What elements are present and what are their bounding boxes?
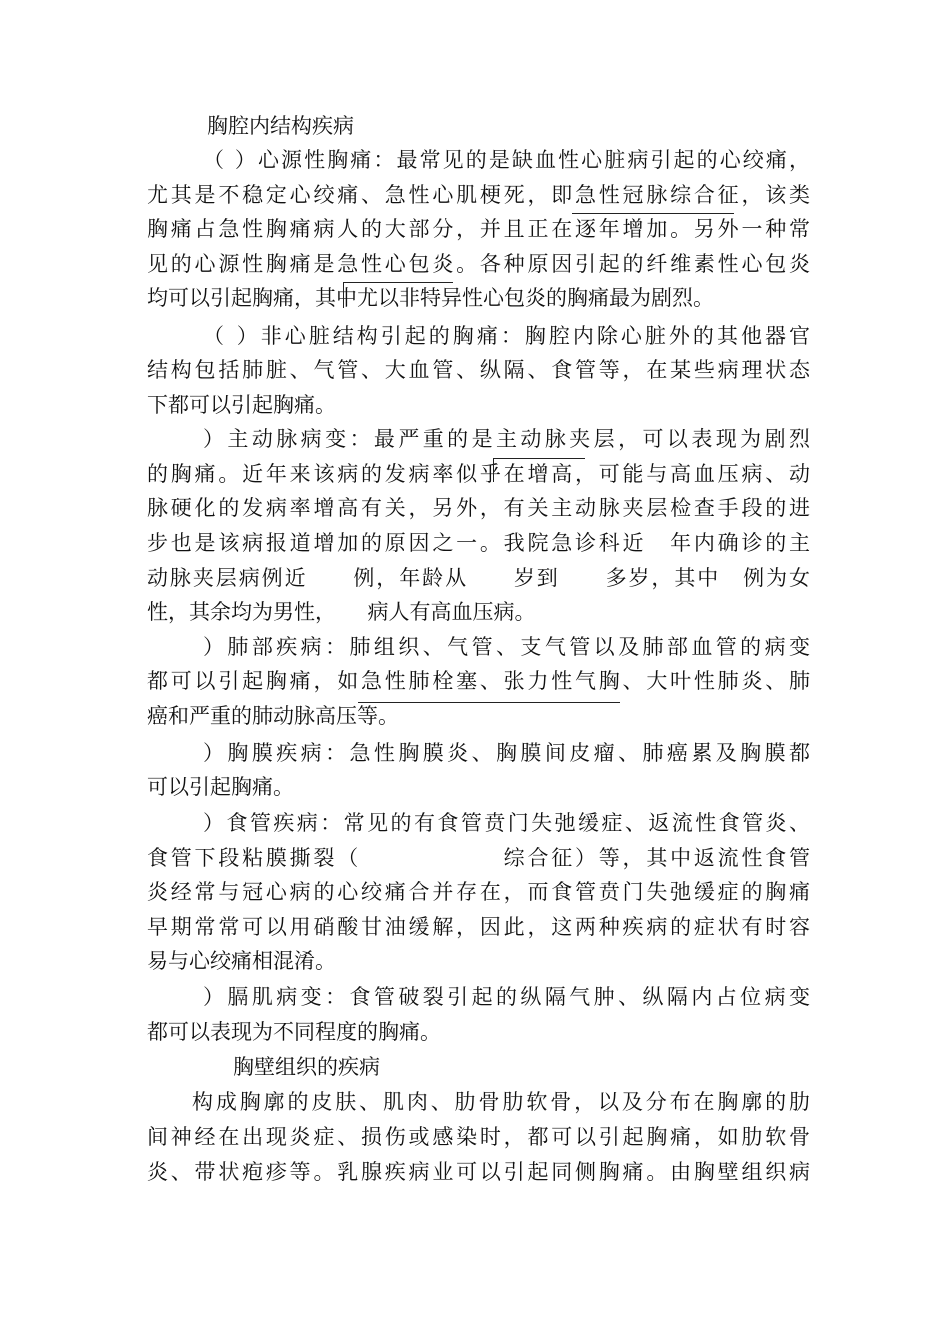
paragraph-line: （ ）心源性胸痛：最常见的是缺血性心脏病引起的心绞痛，: [203, 148, 810, 172]
paragraph-line: ）主动脉病变：最严重的是主动脉夹层，可以表现为剧烈: [203, 427, 810, 451]
paragraph-line: 炎经常与冠心病的心绞痛合并存在，而食管贲门失弛缓症的胸痛: [147, 880, 810, 904]
paragraph-line: 结构包括肺脏、气管、大血管、纵隔、食管等，在某些病理状态: [147, 358, 810, 382]
tick-mark: [343, 282, 344, 308]
paragraph-line: 炎、带状疱疹等。乳腺疾病业可以引起同侧胸痛。由胸壁组织病: [147, 1160, 810, 1184]
overline-mark: [572, 213, 734, 214]
paragraph-line: ）食管疾病：常见的有食管贲门失弛缓症、返流性食管炎、: [203, 811, 810, 835]
paragraph-line: 均可以引起胸痛，其中尤以非特异性心包炎的胸痛最为剧烈。: [147, 286, 714, 310]
paragraph-line: 性，其余均为男性， 病人有高血压病。: [147, 600, 536, 624]
paragraph-line: ）膈肌病变：食管破裂引起的纵隔气肿、纵隔内占位病变: [203, 985, 810, 1009]
paragraph-line: （ ）非心脏结构引起的胸痛：胸腔内除心脏外的其他器官: [203, 324, 810, 348]
paragraph-line: 可以引起胸痛。: [147, 775, 294, 799]
paragraph-line: 早期常常可以用硝酸甘油缓解，因此，这两种疾病的症状有时容: [147, 915, 810, 939]
paragraph-line: 尤其是不稳定心绞痛、急性心肌梗死，即急性冠脉综合征，该类: [147, 183, 810, 207]
paragraph-line: 的胸痛。近年来该病的发病率似乎在增高，可能与高血压病、动: [147, 462, 810, 486]
paragraph-line: 动脉夹层病例近 例，年龄从 岁到 多岁，其中 例为女: [147, 566, 810, 590]
overline-mark: [343, 282, 453, 283]
overline-mark: [493, 458, 585, 459]
paragraph-line: 步也是该病报道增加的原因之一。我院急诊科近 年内确诊的主: [147, 531, 810, 555]
section-heading: 胸腔内结构疾病: [207, 114, 354, 138]
paragraph-line: 间神经在出现炎症、损伤或感染时，都可以引起胸痛，如肋软骨: [147, 1125, 810, 1149]
paragraph-line: 食管下段粘膜撕裂（ 综合征）等，其中返流性食管: [147, 846, 810, 870]
paragraph-line: 癌和严重的肺动脉高压等。: [147, 704, 399, 728]
paragraph-line: ）肺部疾病：肺组织、气管、支气管以及肺部血管的病变: [203, 635, 810, 659]
section-heading: 胸壁组织的疾病: [233, 1055, 380, 1079]
paragraph-line: 都可以引起胸痛，如急性肺栓塞、张力性气胸、大叶性肺炎、肺: [147, 669, 810, 693]
tick-mark: [493, 458, 494, 482]
paragraph-line: 见的心源性胸痛是急性心包炎。各种原因引起的纤维素性心包炎: [147, 252, 810, 276]
paragraph-line: 都可以表现为不同程度的胸痛。: [147, 1020, 441, 1044]
paragraph-line: 脉硬化的发病率增高有关，另外，有关主动脉夹层检查手段的进: [147, 496, 810, 520]
overline-mark: [358, 702, 620, 703]
paragraph-line: 构成胸廓的皮肤、肌肉、肋骨肋软骨，以及分布在胸廓的肋: [192, 1090, 810, 1114]
paragraph-line: 易与心绞痛相混淆。: [147, 949, 336, 973]
paragraph-line: ）胸膜疾病：急性胸膜炎、胸膜间皮瘤、肺癌累及胸膜都: [203, 741, 810, 765]
paragraph-line: 胸痛占急性胸痛病人的大部分，并且正在逐年增加。另外一种常: [147, 217, 810, 241]
paragraph-line: 下都可以引起胸痛。: [147, 393, 336, 417]
